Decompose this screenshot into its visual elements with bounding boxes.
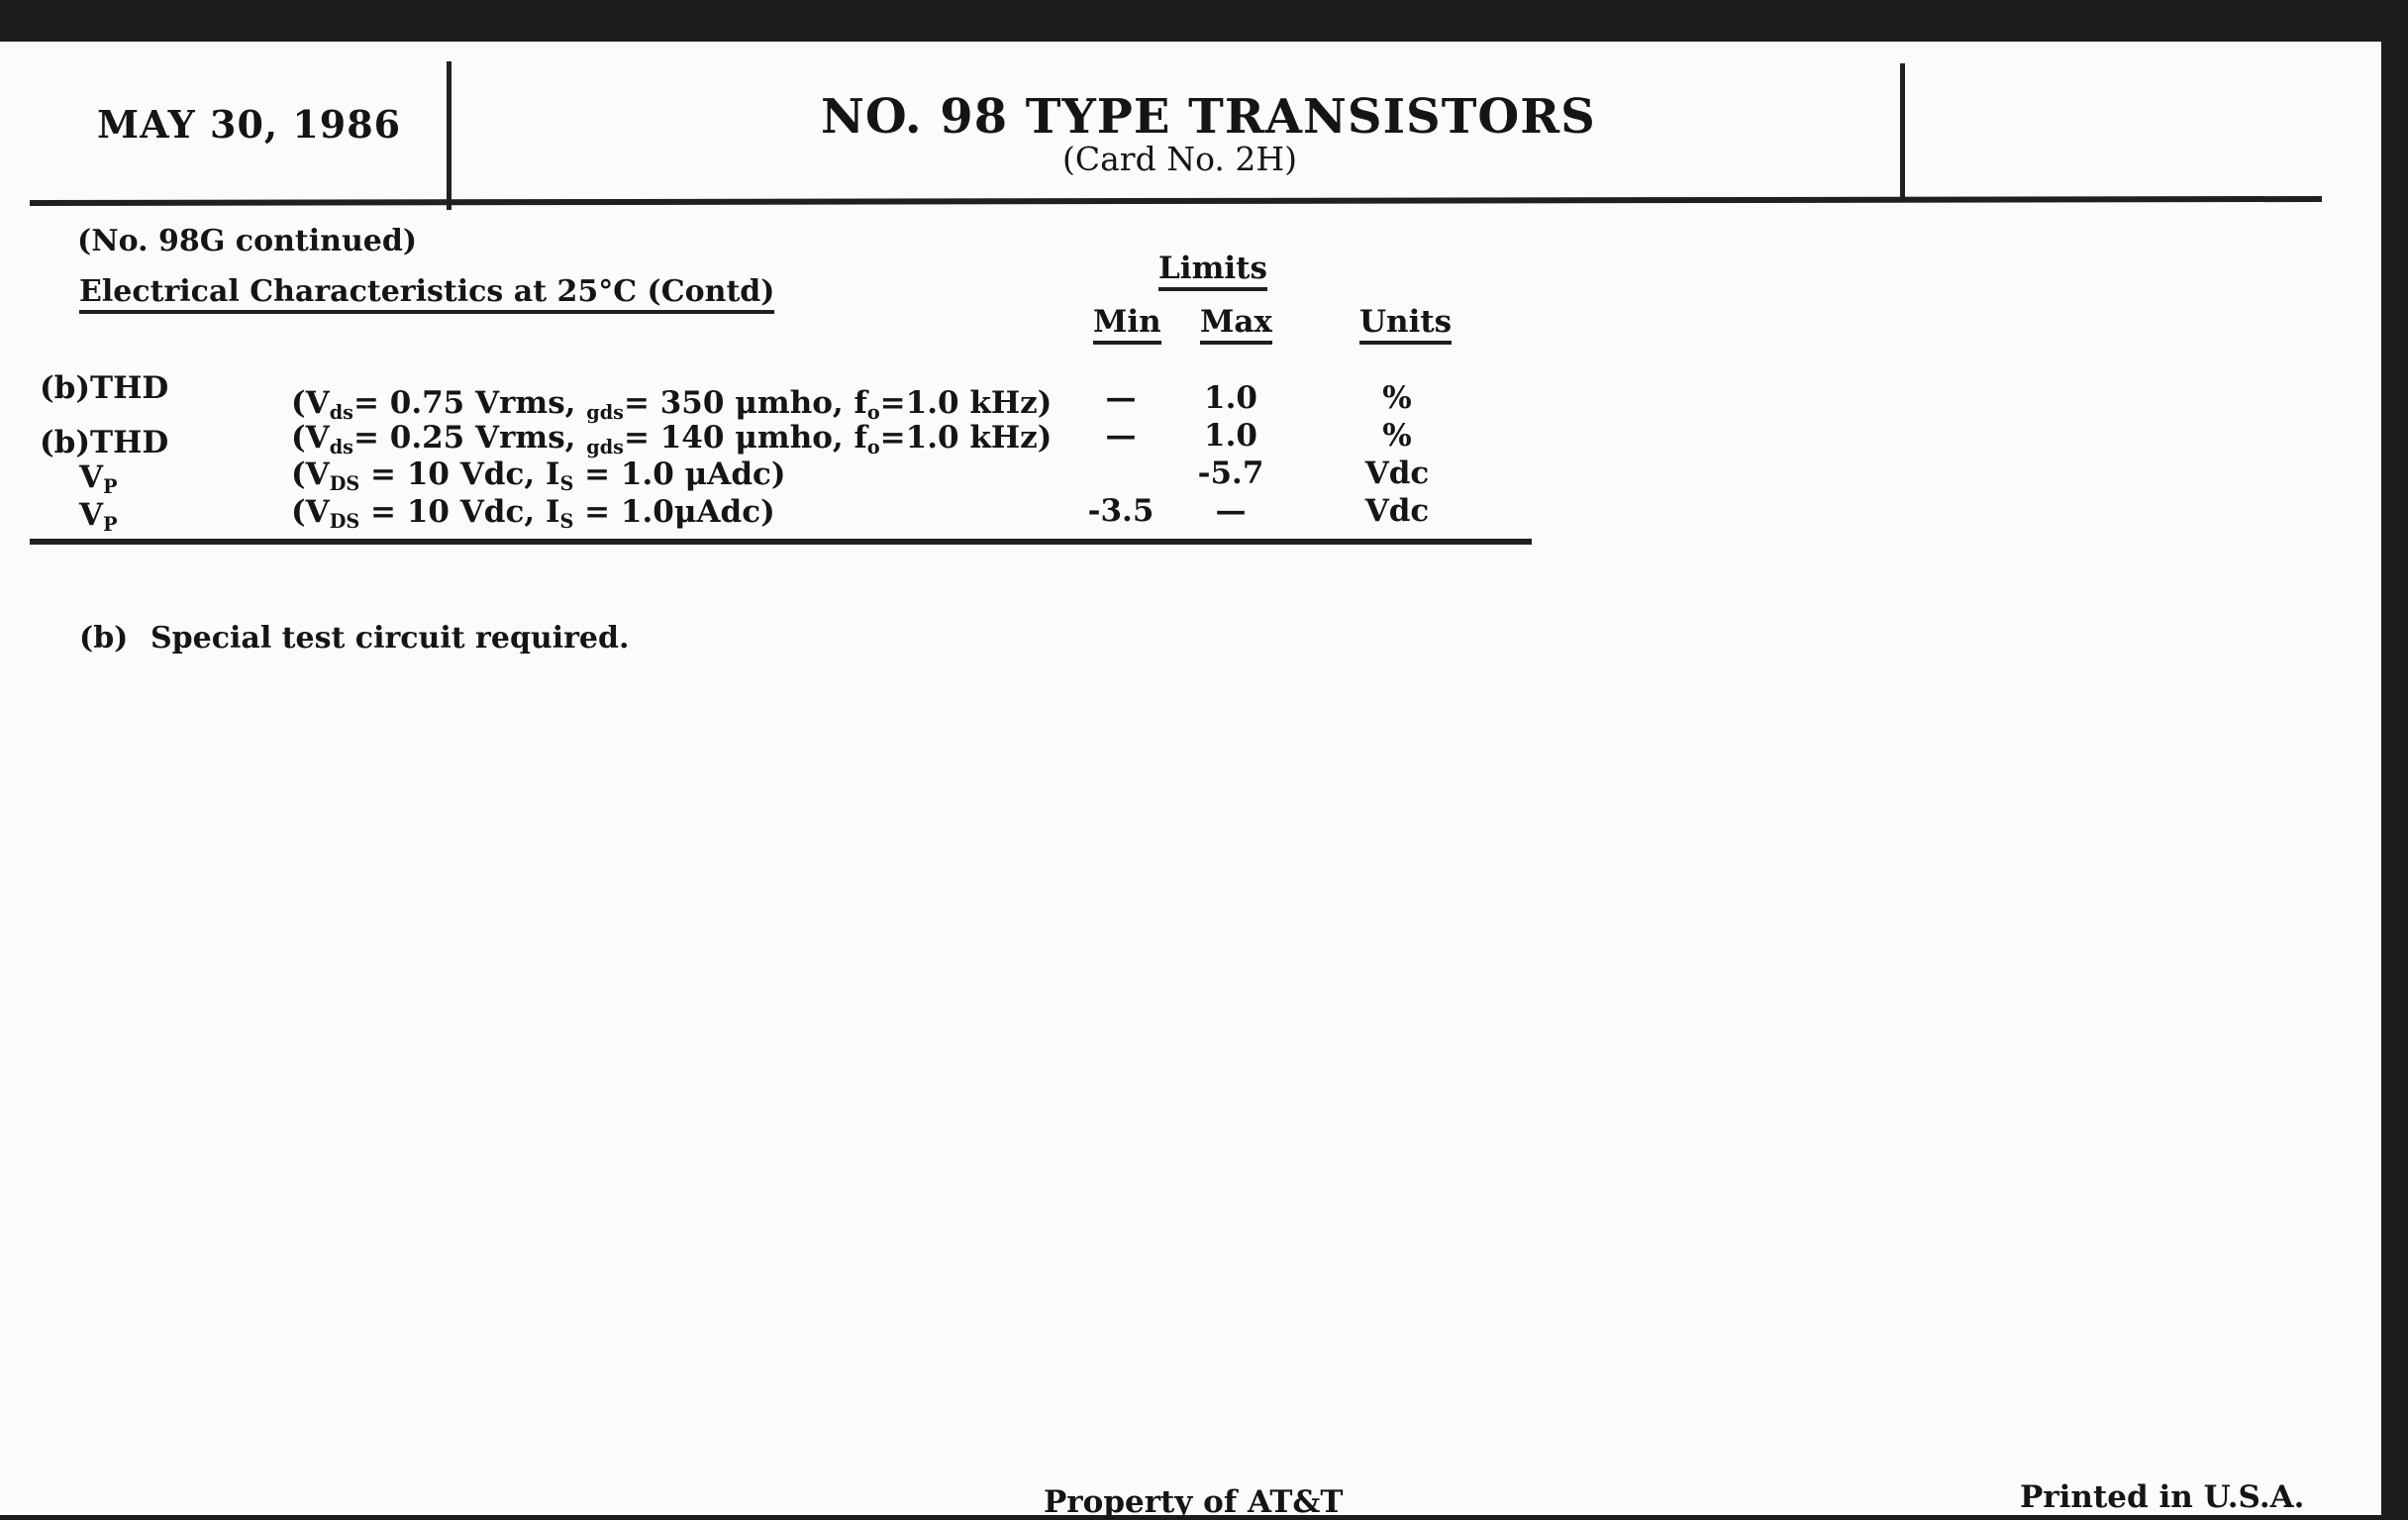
limits-header: Limits bbox=[1158, 253, 1267, 291]
col-header-min: Min bbox=[1093, 307, 1161, 345]
row-units: Vdc bbox=[1364, 456, 1430, 491]
col-header-max: Max bbox=[1200, 307, 1272, 345]
row-max: — bbox=[1215, 493, 1247, 529]
header-divider-right bbox=[1900, 63, 1905, 198]
row-min: — bbox=[1105, 380, 1137, 416]
row-condition: ($V_{ds}= 0.25$ Vrms, $_{gds}$= 140 μmho, $f_o=1.0$ kHz) bbox=[291, 420, 1053, 458]
row-condition: ($V_{DS} = 10$ Vdc, $I_S = 1.0$ μAdc) bbox=[291, 456, 786, 495]
footer-property: Property of AT&T bbox=[1044, 1484, 1344, 1520]
row-condition: ($V_{DS} = 10$ Vdc, $I_S = 1.0\mu Adc$) bbox=[291, 494, 775, 533]
row-symbol: $V_P$ bbox=[79, 497, 118, 536]
row-max: -5.7 bbox=[1197, 456, 1264, 491]
card-number: (Card No. 2H) bbox=[1062, 140, 1297, 178]
footnote-key: (b) bbox=[79, 621, 129, 656]
row-units: Vdc bbox=[1364, 493, 1430, 529]
footnote-text: Special test circuit required. bbox=[150, 621, 630, 656]
row-symbol: (b)THD bbox=[40, 370, 169, 406]
card-date: MAY 30, 1986 bbox=[97, 102, 402, 147]
row-condition: ($V_{ds}= 0.75$ Vrms, $_{gds}$= 350 μmho, $f_o=1.0$ kHz) bbox=[291, 385, 1053, 424]
footer-printed: Printed in U.S.A. bbox=[2020, 1479, 2305, 1515]
section-title: Electrical Characteristics at 25°C (Contd) bbox=[79, 277, 774, 314]
row-max: 1.0 bbox=[1204, 380, 1257, 416]
header-rule bbox=[30, 196, 2322, 206]
row-symbol: $V_P$ bbox=[79, 459, 118, 498]
col-header-units: Units bbox=[1359, 307, 1452, 345]
row-units: % bbox=[1382, 418, 1412, 454]
row-units: % bbox=[1382, 380, 1412, 416]
data-card bbox=[0, 42, 2381, 1520]
header-divider-left bbox=[447, 61, 452, 210]
row-min: — bbox=[1105, 418, 1137, 454]
continued-note: (No. 98G continued) bbox=[77, 224, 418, 258]
row-symbol: (b)THD bbox=[40, 425, 169, 460]
row-max: 1.0 bbox=[1204, 418, 1257, 454]
table-bottom-rule bbox=[30, 539, 1532, 545]
card-title: NO. 98 TYPE TRANSISTORS bbox=[821, 89, 1596, 145]
row-min: -3.5 bbox=[1087, 493, 1154, 529]
